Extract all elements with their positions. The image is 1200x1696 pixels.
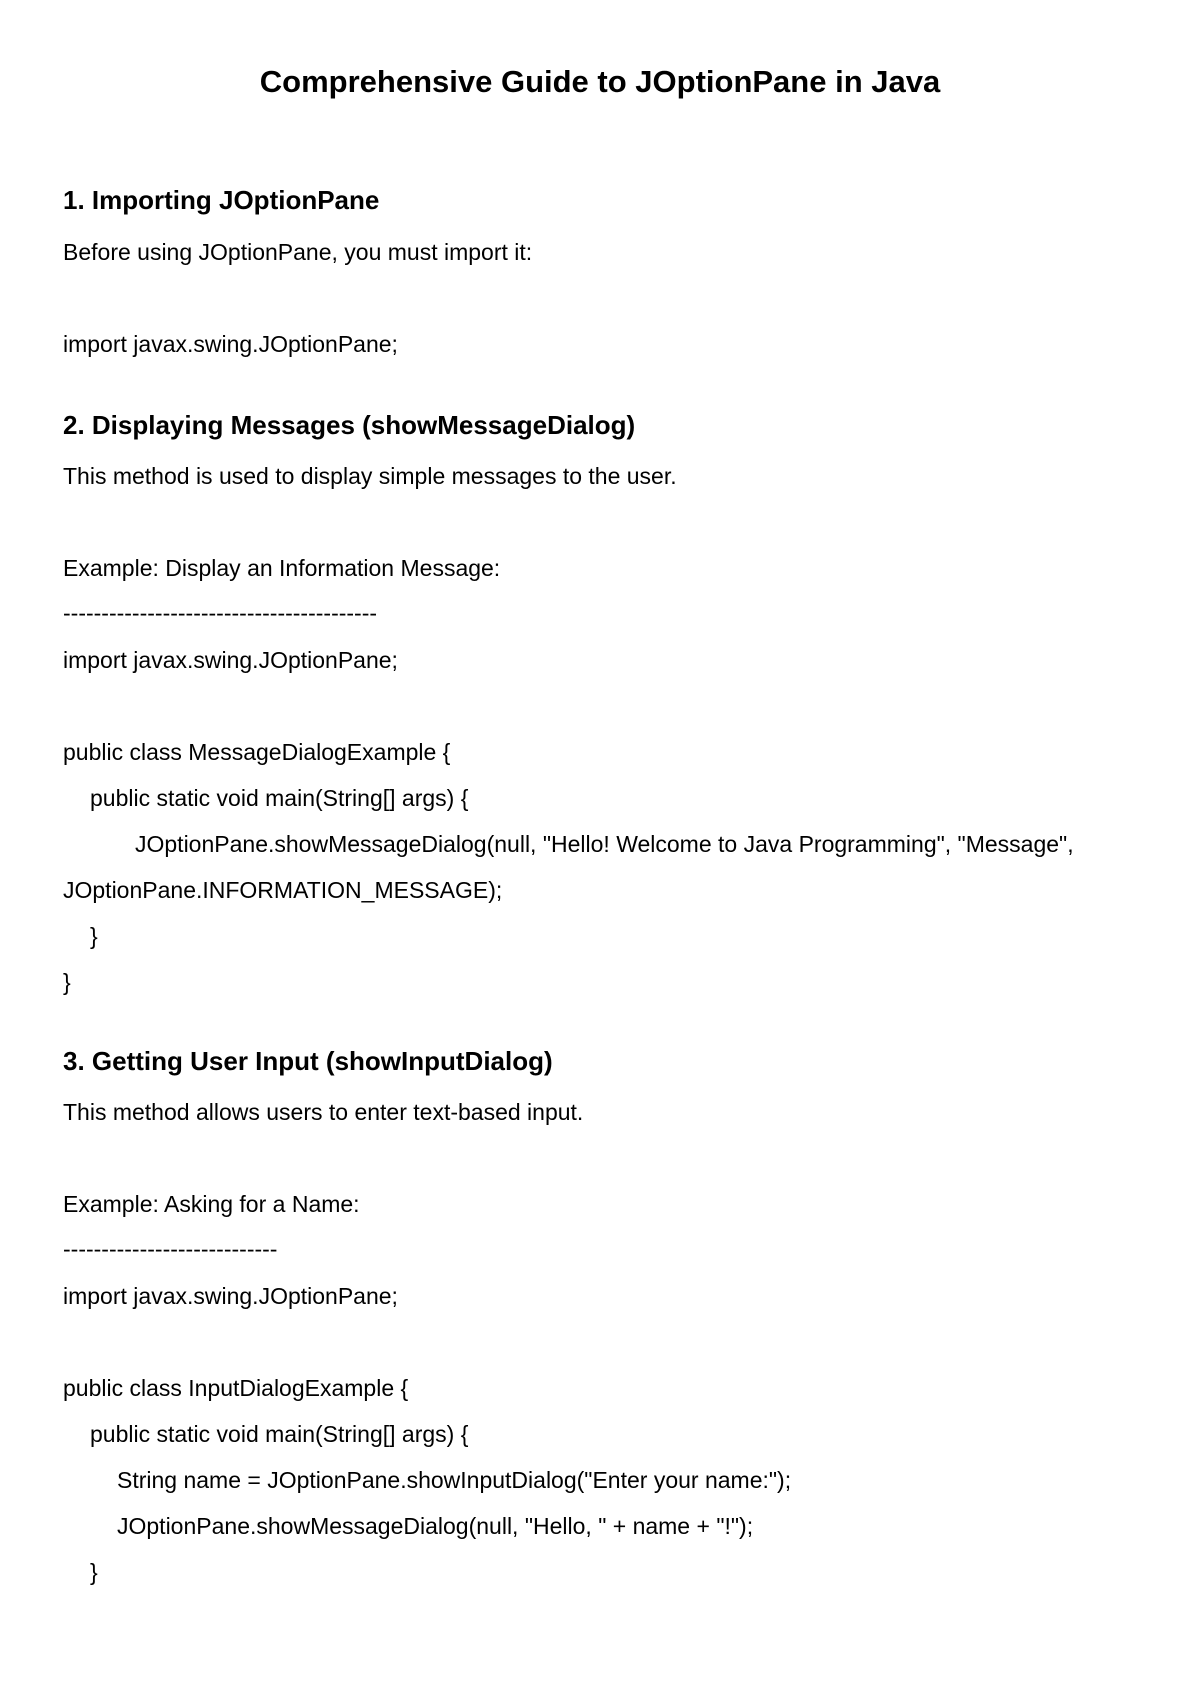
code-line: import javax.swing.JOptionPane; (63, 331, 398, 357)
section-heading-importing: 1. Importing JOptionPane (63, 185, 380, 215)
code-line: JOptionPane.showMessageDialog(null, "Hello, " + name + "!"); (117, 1513, 754, 1539)
code-line: import javax.swing.JOptionPane; (63, 647, 398, 673)
code-line: public class InputDialogExample { (63, 1375, 409, 1401)
separator-line: ---------------------------- (63, 1236, 278, 1262)
code-line: public static void main(String[] args) { (90, 1421, 469, 1447)
code-line: import javax.swing.JOptionPane; (63, 1283, 398, 1309)
code-line: } (90, 923, 98, 949)
example-label: Example: Asking for a Name: (63, 1191, 360, 1217)
code-line: } (63, 969, 71, 995)
code-line: JOptionPane.showMessageDialog(null, "Hello! Welcome to Java Programming", "Message", (135, 831, 1074, 857)
section-intro: This method is used to display simple messages to the user. (63, 463, 677, 489)
code-line: } (90, 1559, 98, 1585)
section-heading-getting-user-input: 3. Getting User Input (showInputDialog) (63, 1046, 553, 1076)
code-line: String name = JOptionPane.showInputDialog("Enter your name:"); (117, 1467, 792, 1493)
section-heading-displaying-messages: 2. Displaying Messages (showMessageDialog) (63, 410, 636, 440)
section-intro: This method allows users to enter text-based input. (63, 1099, 584, 1125)
separator-line: ----------------------------------------- (63, 600, 378, 626)
section-intro: Before using JOptionPane, you must import it: (63, 239, 533, 265)
example-label: Example: Display an Information Message: (63, 555, 501, 581)
page-title: Comprehensive Guide to JOptionPane in Java (259, 64, 941, 99)
code-line: public static void main(String[] args) { (90, 785, 469, 811)
code-line: JOptionPane.INFORMATION_MESSAGE); (63, 877, 503, 903)
code-line: public class MessageDialogExample { (63, 739, 451, 765)
